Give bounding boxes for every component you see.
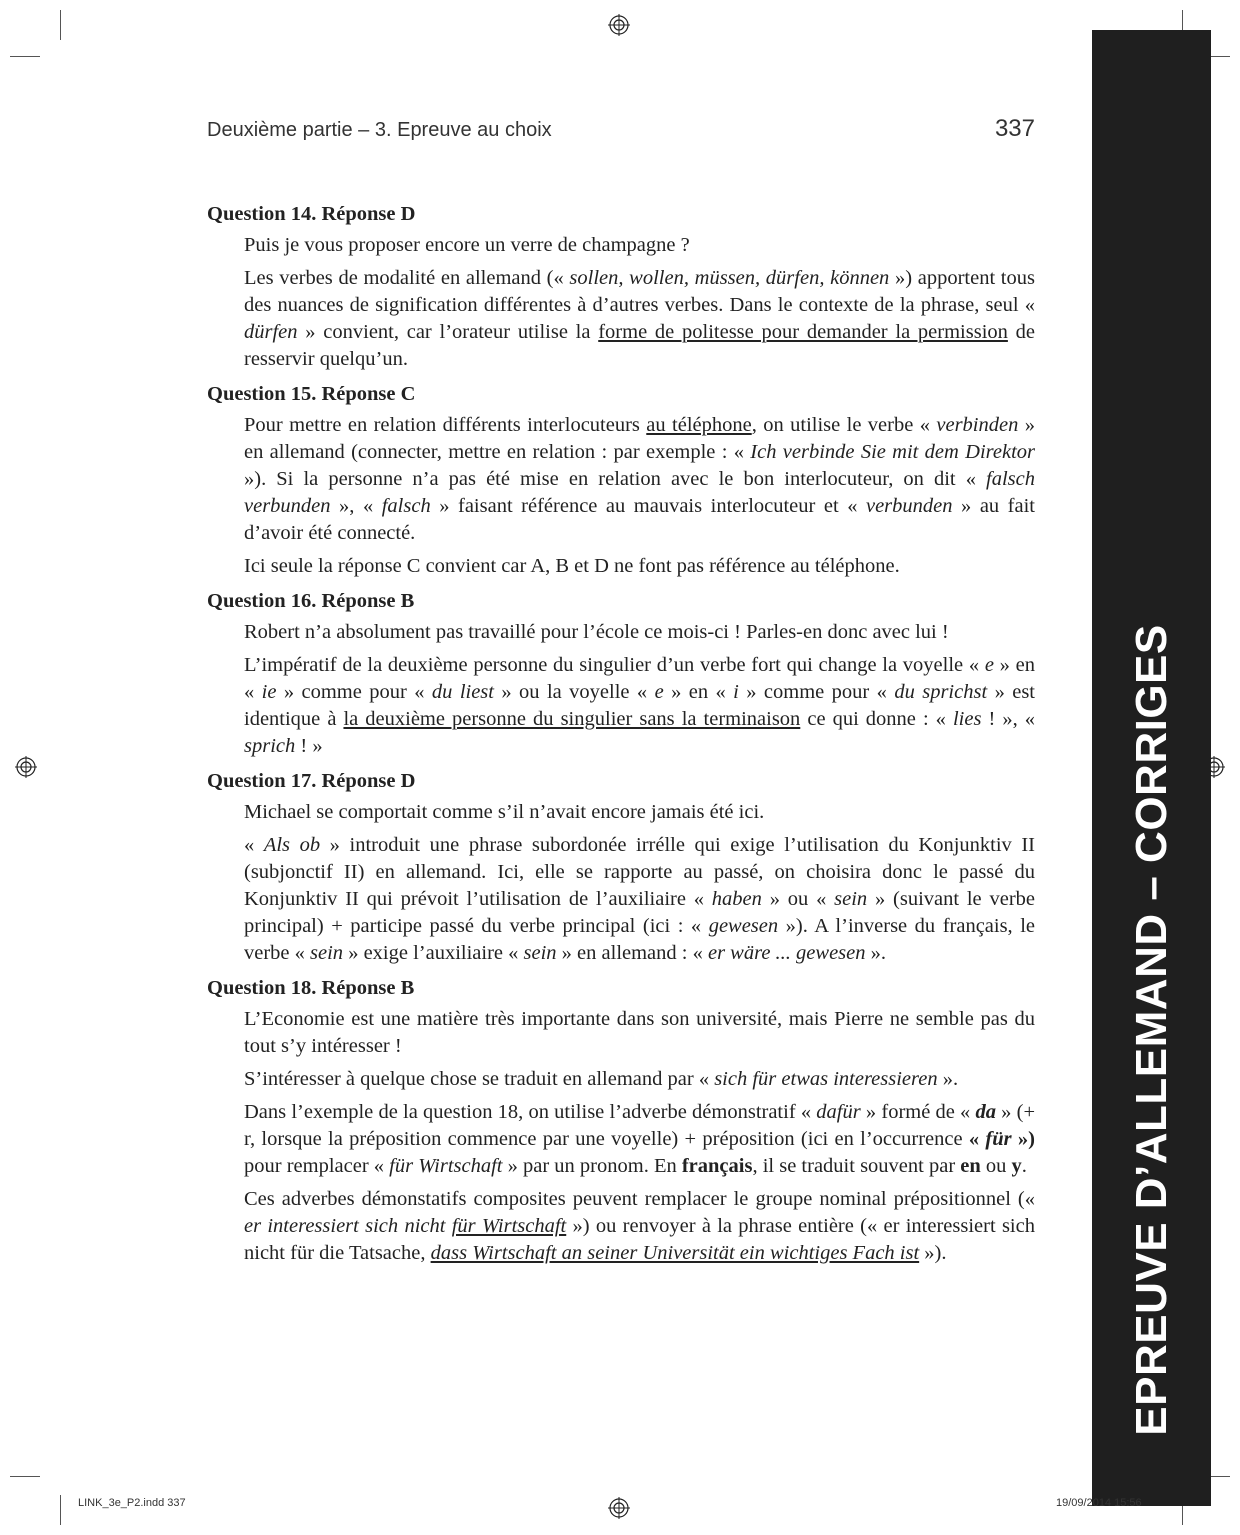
text-run: L’Economie est une matière très importante dans son université, mais Pierre ne semble pas du tout s’y intéresser ! bbox=[244, 1008, 1035, 1057]
answer-paragraph bbox=[244, 553, 1035, 580]
text-run: Puis je vous proposer encore un verre de champagne ? bbox=[244, 234, 690, 256]
question-title: Question 17. Réponse D bbox=[207, 770, 416, 792]
text-run: er wäre ... gewesen bbox=[707, 942, 866, 964]
text-run: sprich bbox=[244, 735, 296, 757]
question-block bbox=[207, 381, 1035, 580]
text-run: , il se traduit souvent par bbox=[752, 1155, 961, 1177]
text-run: sein bbox=[523, 942, 557, 964]
question-title: Question 14. Réponse D bbox=[207, 203, 416, 225]
question-title: Question 18. Réponse B bbox=[207, 977, 415, 999]
text-run: da bbox=[975, 1101, 996, 1123]
text-run: ! », « bbox=[981, 708, 1035, 730]
text-run: » faisant référence au mauvais interlocuteur et « bbox=[430, 495, 866, 517]
text-run: sein bbox=[310, 942, 344, 964]
text-run: sollen, wollen, müssen, dürfen, können bbox=[569, 267, 890, 289]
text-run: ». bbox=[865, 942, 886, 964]
text-run: verbunden bbox=[865, 495, 953, 517]
text-run: Pour mettre en relation différents interlocuteurs bbox=[244, 414, 647, 436]
text-run: gewesen bbox=[708, 915, 779, 937]
text-run: pour remplacer « bbox=[244, 1155, 390, 1177]
text-run: Ich verbinde Sie mit dem Direktor bbox=[750, 441, 1035, 463]
answers-body bbox=[207, 201, 1035, 1275]
text-run: », « bbox=[330, 495, 382, 517]
question-block bbox=[207, 768, 1035, 967]
text-run: Robert n’a absolument pas travaillé pour l’école ce mois-ci ! Parles-en donc avec lui ! bbox=[244, 621, 949, 643]
answer-paragraph bbox=[244, 799, 1035, 826]
text-run: falsch verbunden bbox=[244, 468, 1035, 517]
registration-mark-icon bbox=[15, 756, 37, 778]
text-run: »). Si la personne n’a pas été mise en relation avec le bon interlocuteur, on dit « bbox=[244, 468, 987, 490]
text-run: la deuxième personne du singulier sans la terminaison bbox=[343, 708, 801, 730]
question-title: Question 16. Réponse B bbox=[207, 590, 415, 612]
text-run: S’intéresser à quelque chose se traduit en allemand par « bbox=[244, 1068, 715, 1090]
text-run: haben bbox=[711, 888, 762, 910]
text-run: « bbox=[244, 834, 264, 856]
text-run: für Wirtschaft bbox=[389, 1155, 503, 1177]
text-run: » ou « bbox=[761, 888, 835, 910]
text-run: dass Wirtschaft an seiner Universität ein wichtiges Fach ist bbox=[430, 1242, 920, 1264]
answer-paragraph bbox=[244, 1099, 1035, 1180]
text-run: au téléphone bbox=[646, 414, 752, 436]
answer-paragraph bbox=[244, 1066, 1035, 1093]
answer-paragraph bbox=[244, 232, 1035, 259]
text-run: für bbox=[985, 1128, 1012, 1150]
text-run: y bbox=[1011, 1155, 1022, 1177]
footer-date: 19/09/2014 15:56 bbox=[1056, 1497, 1142, 1509]
text-run: falsch bbox=[381, 495, 431, 517]
question-block bbox=[207, 588, 1035, 760]
text-run: » ou la voyelle « bbox=[493, 681, 655, 703]
text-run: dafür bbox=[816, 1101, 861, 1123]
text-run: » par un pronom. En bbox=[502, 1155, 682, 1177]
text-run: Michael se comportait comme s’il n’avait encore jamais été ici. bbox=[244, 801, 765, 823]
answer-paragraph bbox=[244, 265, 1035, 373]
text-run: sein bbox=[834, 888, 868, 910]
text-run: français bbox=[681, 1155, 753, 1177]
text-run: ») apportent tous des nuances de signification différentes à d’autres verbes. Dans le contexte de la phrase, seul « bbox=[244, 267, 1035, 316]
crop-mark bbox=[60, 1495, 61, 1525]
text-run: . bbox=[1021, 1155, 1027, 1177]
text-run: Ces adverbes démonstatifs composites peuvent remplacer le groupe nominal prépositionnel (« bbox=[244, 1188, 1035, 1210]
answer-paragraph bbox=[244, 1006, 1035, 1060]
text-run: » introduit une phrase subordonée irrélle qui exige l’utilisation du Konjunktiv II (subjonctif II) en allemand. Ici, elle se rapporte au passé, on choisira donc le passé du Konjunktiv II qui prévoit l’utilisation de l’auxiliaire « bbox=[244, 834, 1036, 910]
crop-mark bbox=[60, 10, 61, 40]
text-run: »). A l’inverse du français, le verbe « bbox=[244, 915, 1035, 964]
text-run: i bbox=[733, 681, 739, 703]
text-run: » convient, car l’orateur utilise la bbox=[297, 321, 599, 343]
text-run: dürfen bbox=[244, 321, 298, 343]
text-run: » est identique à bbox=[244, 681, 1035, 730]
text-run: Les verbes de modalité en allemand (« bbox=[244, 267, 570, 289]
registration-mark-icon bbox=[608, 14, 630, 36]
running-head-title: Deuxième partie – 3. Epreuve au choix bbox=[207, 119, 552, 141]
text-run: » en allemand (connecter, mettre en relation : par exemple : « bbox=[244, 414, 1035, 463]
text-run: » comme pour « bbox=[738, 681, 895, 703]
text-run: verbinden bbox=[936, 414, 1019, 436]
text-run: » (suivant le verbe principal) + participe passé du verbe principal (ici : « bbox=[244, 888, 1035, 937]
side-tab-label: EPREUVE D’ALLEMAND – CORRIGES bbox=[1126, 624, 1176, 1436]
crop-mark bbox=[10, 56, 40, 57]
text-run: » en « bbox=[244, 654, 1035, 703]
text-run: ie bbox=[261, 681, 277, 703]
text-run: forme de politesse pour demander la permission bbox=[598, 321, 1008, 343]
text-run: er interessiert sich nicht bbox=[244, 1215, 452, 1237]
text-run: ce qui donne : « bbox=[800, 708, 953, 730]
side-tab-label-container bbox=[1092, 30, 1211, 1506]
answer-paragraph bbox=[244, 619, 1035, 646]
text-run: Dans l’exemple de la question 18, on utilise l’adverbe démonstratif « bbox=[244, 1101, 817, 1123]
text-run: » comme pour « bbox=[276, 681, 432, 703]
text-run: » exige l’auxiliaire « bbox=[343, 942, 524, 964]
text-run: ») ou renvoyer à la phrase entière (« er interessiert sich nicht für die Tatsache, bbox=[244, 1215, 1035, 1264]
text-run: sich für etwas interessieren bbox=[714, 1068, 938, 1090]
text-run: lies bbox=[952, 708, 982, 730]
text-run: ! » bbox=[295, 735, 323, 757]
text-run: » (+ r, lorsque la préposition commence par une voyelle) + préposition (ici en l’occurrence bbox=[244, 1101, 1036, 1150]
text-run: ou bbox=[980, 1155, 1012, 1177]
answer-paragraph bbox=[244, 832, 1035, 967]
text-run: Ici seule la réponse C convient car A, B et D ne font pas référence au téléphone. bbox=[244, 555, 900, 577]
answer-paragraph bbox=[244, 1186, 1035, 1267]
text-run: Als ob bbox=[263, 834, 321, 856]
question-title: Question 15. Réponse C bbox=[207, 383, 416, 405]
text-run: du sprichst bbox=[894, 681, 988, 703]
text-run: de resservir quelqu’un. bbox=[244, 321, 1035, 370]
text-run: ») bbox=[1011, 1128, 1036, 1150]
registration-mark-icon bbox=[608, 1497, 630, 1519]
text-run: » en « bbox=[663, 681, 734, 703]
question-block bbox=[207, 975, 1035, 1267]
question-block bbox=[207, 201, 1035, 373]
text-run: für Wirtschaft bbox=[451, 1215, 567, 1237]
text-run: « bbox=[968, 1128, 986, 1150]
text-run: e bbox=[654, 681, 664, 703]
text-run: du liest bbox=[431, 681, 494, 703]
text-run: e bbox=[984, 654, 994, 676]
crop-mark bbox=[10, 1476, 40, 1477]
text-run: » en allemand : « bbox=[556, 942, 708, 964]
text-run: »). bbox=[919, 1242, 947, 1264]
answer-paragraph bbox=[244, 412, 1035, 547]
answer-paragraph bbox=[244, 652, 1035, 760]
text-run: en bbox=[960, 1155, 981, 1177]
text-run: , on utilise le verbe « bbox=[751, 414, 937, 436]
footer-file: LINK_3e_P2.indd 337 bbox=[78, 1497, 186, 1509]
page-number: 337 bbox=[994, 115, 1035, 142]
text-run: L’impératif de la deuxième personne du singulier d’un verbe fort qui change la voyelle « bbox=[244, 654, 985, 676]
text-run: » formé de « bbox=[860, 1101, 976, 1123]
text-run: ». bbox=[937, 1068, 959, 1090]
text-run: » au fait d’avoir été connecté. bbox=[244, 495, 1036, 544]
